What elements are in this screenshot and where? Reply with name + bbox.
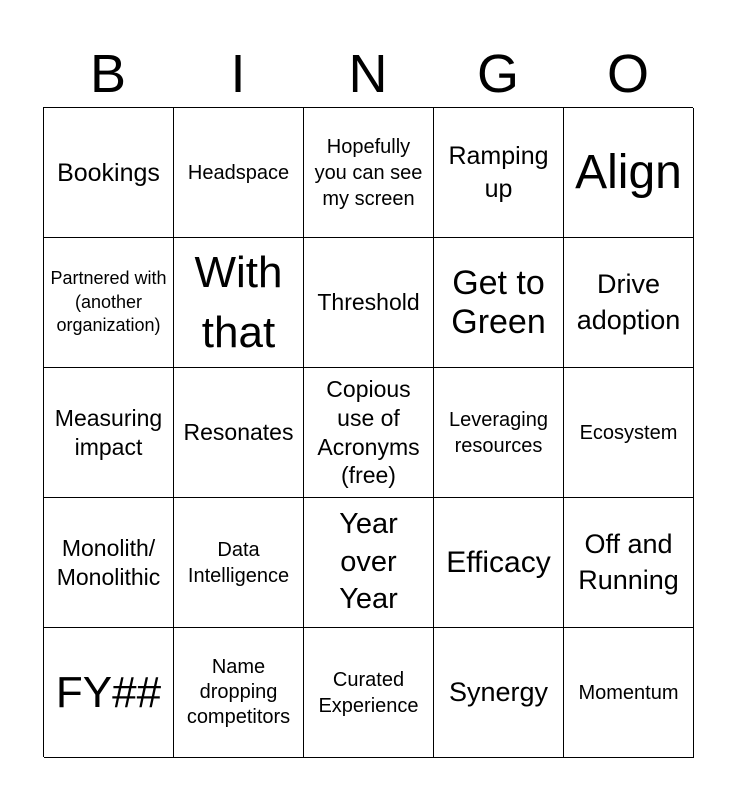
header-letter-i: I [230,44,246,104]
cell-label: Headspace [187,161,290,184]
cell-label: Drive adoption [576,269,681,335]
header-letter-g: G [476,44,519,104]
cell-label: Hopefully you can see my screen [314,135,423,210]
cell-label: FY## [55,667,162,717]
cell-label: Get to Green [451,264,546,341]
cell-label: Measuring impact [54,404,163,460]
bingo-cell-monolith[interactable] [44,498,174,628]
cell-label: Efficacy [446,545,551,579]
bingo-cell-copious-use-of-acronyms-free[interactable] [304,368,434,498]
bingo-cell-hopefully-you-can-see-my-screen[interactable] [304,108,434,238]
header-letter-o: O [606,44,649,104]
bingo-cell-with-that[interactable] [174,238,304,368]
cell-label: Momentum [578,681,679,704]
header-letter-n: N [348,44,388,104]
bingo-cell-fy[interactable] [44,628,174,758]
cell-label: Data Intelligence [187,538,290,587]
bingo-board [43,107,693,757]
bingo-cell-momentum[interactable] [564,628,694,758]
cell-label: Year over Year [339,507,398,616]
cell-label: Partnered with (another organization) [50,268,167,336]
cell-label: Align [575,145,682,199]
bingo-cell-efficacy[interactable] [434,498,564,628]
bingo-cell-ecosystem[interactable] [564,368,694,498]
bingo-cell-name-dropping-competitors[interactable] [174,628,304,758]
bingo-cell-threshold[interactable] [304,238,434,368]
bingo-cell-leveraging-resources[interactable] [434,368,564,498]
bingo-cell-get-to-green[interactable] [434,238,564,368]
bingo-cell-synergy[interactable] [434,628,564,758]
cell-label: Ecosystem [579,421,678,444]
cell-label: Off and Running [578,529,679,595]
cell-label: Synergy [448,677,549,708]
bingo-cell-partnered-with[interactable] [44,238,174,368]
bingo-cell-off-and-running[interactable] [564,498,694,628]
cell-label: Threshold [317,288,420,315]
bingo-cell-year-over-year[interactable] [304,498,434,628]
bingo-cell-headspace[interactable] [174,108,304,238]
bingo-cell-align[interactable] [564,108,694,238]
cell-label: Bookings [57,158,160,187]
bingo-cell-ramping-up[interactable] [434,108,564,238]
bingo-cell-drive-adoption[interactable] [564,238,694,368]
bingo-header [43,40,693,108]
cell-label: Name dropping competitors [186,656,291,728]
bingo-cell-bookings[interactable] [44,108,174,238]
bingo-cell-data-intelligence[interactable] [174,498,304,628]
cell-label: Monolith/ Monolithic [56,534,161,590]
cell-label: Curated Experience [318,668,419,717]
bingo-cell-measuring-impact[interactable] [44,368,174,498]
bingo-cell-curated-experience[interactable] [304,628,434,758]
bingo-cell-resonates[interactable] [174,368,304,498]
header-letter-b: B [89,44,127,104]
cell-label: Copious use of Acronyms (free) [317,376,420,489]
cell-label: Resonates [183,418,294,445]
cell-label: Leveraging resources [449,408,548,457]
cell-label: Ramping up [448,142,549,203]
cell-label: With that [194,248,283,357]
